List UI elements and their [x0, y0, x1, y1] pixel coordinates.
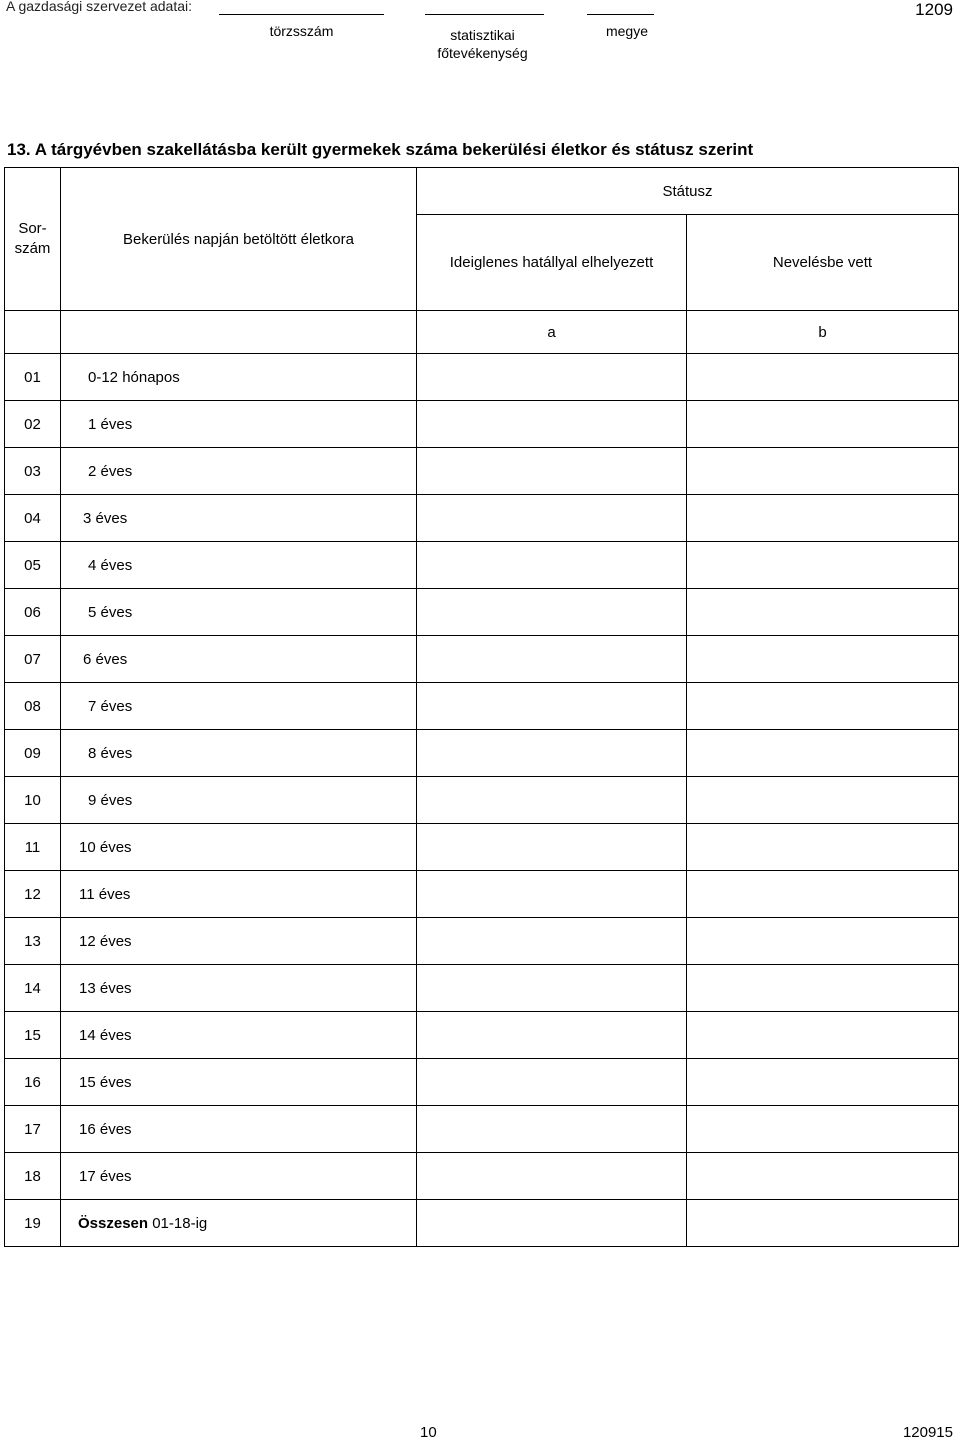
statisztikai-fotevekenyseg-field-line[interactable]: [425, 14, 544, 15]
table-row: [5, 1153, 959, 1200]
cell-a[interactable]: [417, 1106, 687, 1153]
cell-b[interactable]: [687, 1059, 959, 1106]
letter-a: a: [417, 311, 687, 354]
header-col-b: Nevelésbe vett: [687, 215, 959, 311]
header-col-a: Ideiglenes hatállyal elhelyezett: [417, 215, 687, 311]
cell-b[interactable]: [687, 730, 959, 777]
table-row: [5, 730, 959, 777]
row-label: 11 éves: [79, 885, 131, 903]
cell-b[interactable]: [687, 824, 959, 871]
row-label: 2 éves: [88, 462, 133, 480]
row-number: 03: [5, 448, 61, 495]
table-row: [5, 683, 959, 730]
row-number: 04: [5, 495, 61, 542]
cell-a[interactable]: [417, 1012, 687, 1059]
cell-a[interactable]: [417, 965, 687, 1012]
total-cell-b[interactable]: [687, 1200, 959, 1247]
footer-code: 120915: [902, 1424, 953, 1441]
row-label: 9 éves: [88, 791, 133, 809]
row-number: 17: [5, 1106, 61, 1153]
header-sorszam: [5, 168, 61, 311]
org-data-label: A gazdasági szervezet adatai:: [6, 0, 193, 14]
header-age: Bekerülés napján betöltött életkora: [61, 168, 417, 311]
table-row: [5, 589, 959, 636]
row-label: 13 éves: [79, 979, 132, 997]
row-number: 10: [5, 777, 61, 824]
cell-b[interactable]: [687, 871, 959, 918]
statisztikai-fotevekenyseg-caption: statisztikai főtevékenység: [437, 27, 528, 61]
cell-a[interactable]: [417, 401, 687, 448]
cell-b[interactable]: [687, 1012, 959, 1059]
row-label: 6 éves: [83, 650, 128, 668]
table-row: [5, 824, 959, 871]
cell-a[interactable]: [417, 777, 687, 824]
row-label: 14 éves: [79, 1026, 132, 1044]
header-sorszam-line1: Sor-: [18, 220, 47, 237]
cell-b[interactable]: [687, 589, 959, 636]
cell-b[interactable]: [687, 683, 959, 730]
cell-a[interactable]: [417, 636, 687, 683]
header-status: Státusz: [417, 168, 959, 215]
cell-a[interactable]: [417, 918, 687, 965]
table-row: [5, 542, 959, 589]
torzsszam-field-line[interactable]: [219, 14, 384, 15]
table-row: [5, 495, 959, 542]
table-row: [5, 918, 959, 965]
row-number: 12: [5, 871, 61, 918]
table-row: [5, 354, 959, 401]
cell-a[interactable]: [417, 730, 687, 777]
header-status-row: [5, 168, 959, 215]
cell-a[interactable]: [417, 354, 687, 401]
cell-a[interactable]: [417, 495, 687, 542]
row-label: 17 éves: [79, 1167, 132, 1185]
row-label: 7 éves: [88, 697, 133, 715]
row-number: 16: [5, 1059, 61, 1106]
row-label: 5 éves: [88, 603, 133, 621]
row-label: 8 éves: [88, 744, 133, 762]
megye-field-line[interactable]: [587, 14, 654, 15]
row-number: 02: [5, 401, 61, 448]
total-label-bold: Összesen: [78, 1214, 149, 1232]
row-number: 13: [5, 918, 61, 965]
cell-a[interactable]: [417, 542, 687, 589]
total-row: [5, 1200, 959, 1247]
row-number: 11: [5, 824, 61, 871]
row-label: 1 éves: [88, 415, 133, 433]
cell-b[interactable]: [687, 495, 959, 542]
cell-b[interactable]: [687, 1153, 959, 1200]
cell-a[interactable]: [417, 871, 687, 918]
total-label-range: 01-18-ig: [152, 1214, 208, 1232]
table-row: [5, 777, 959, 824]
cell-b[interactable]: [687, 918, 959, 965]
cell-b[interactable]: [687, 401, 959, 448]
row-label: 12 éves: [79, 932, 132, 950]
row-label: 16 éves: [79, 1120, 132, 1138]
table-row: [5, 1106, 959, 1153]
cell-a[interactable]: [417, 1153, 687, 1200]
row-label: 10 éves: [79, 838, 132, 856]
total-cell-a[interactable]: [417, 1200, 687, 1247]
cell-b[interactable]: [687, 777, 959, 824]
table-row: [5, 1012, 959, 1059]
header-letters-row: [5, 311, 959, 354]
data-table: [4, 167, 959, 1247]
row-number: 09: [5, 730, 61, 777]
letter-b: b: [687, 311, 959, 354]
megye-caption: megye: [605, 23, 649, 39]
table-row: [5, 636, 959, 683]
row-label: 3 éves: [83, 509, 128, 527]
cell-b[interactable]: [687, 448, 959, 495]
header-sorszam-line2: szám: [14, 240, 51, 257]
form-number: 1209: [915, 0, 953, 19]
row-label: 4 éves: [88, 556, 133, 574]
cell-a[interactable]: [417, 448, 687, 495]
total-row-number: 19: [5, 1200, 61, 1247]
page-number: 10: [420, 1424, 437, 1441]
cell-b[interactable]: [687, 636, 959, 683]
table-row: [5, 871, 959, 918]
row-number: 01: [5, 354, 61, 401]
table-row: [5, 401, 959, 448]
cell-a[interactable]: [417, 824, 687, 871]
letters-age-empty: [61, 311, 417, 354]
torzsszam-caption: törzsszám: [269, 23, 334, 39]
table-row: [5, 448, 959, 495]
cell-a[interactable]: [417, 1059, 687, 1106]
cell-b[interactable]: [687, 542, 959, 589]
row-number: 08: [5, 683, 61, 730]
cell-a[interactable]: [417, 589, 687, 636]
row-number: 06: [5, 589, 61, 636]
letters-sorszam-empty: [5, 311, 61, 354]
table-row: [5, 1059, 959, 1106]
cell-a[interactable]: [417, 683, 687, 730]
section-title: 13. A tárgyévben szakellátásba került gyermekek száma bekerülési életkor és státusz szerint: [7, 140, 754, 159]
cell-b[interactable]: [687, 965, 959, 1012]
row-number: 05: [5, 542, 61, 589]
row-number: 15: [5, 1012, 61, 1059]
cell-b[interactable]: [687, 354, 959, 401]
table-row: [5, 965, 959, 1012]
row-label: 15 éves: [79, 1073, 132, 1091]
row-number: 07: [5, 636, 61, 683]
cell-b[interactable]: [687, 1106, 959, 1153]
row-number: 18: [5, 1153, 61, 1200]
row-label: 0-12 hónapos: [88, 368, 180, 386]
row-number: 14: [5, 965, 61, 1012]
